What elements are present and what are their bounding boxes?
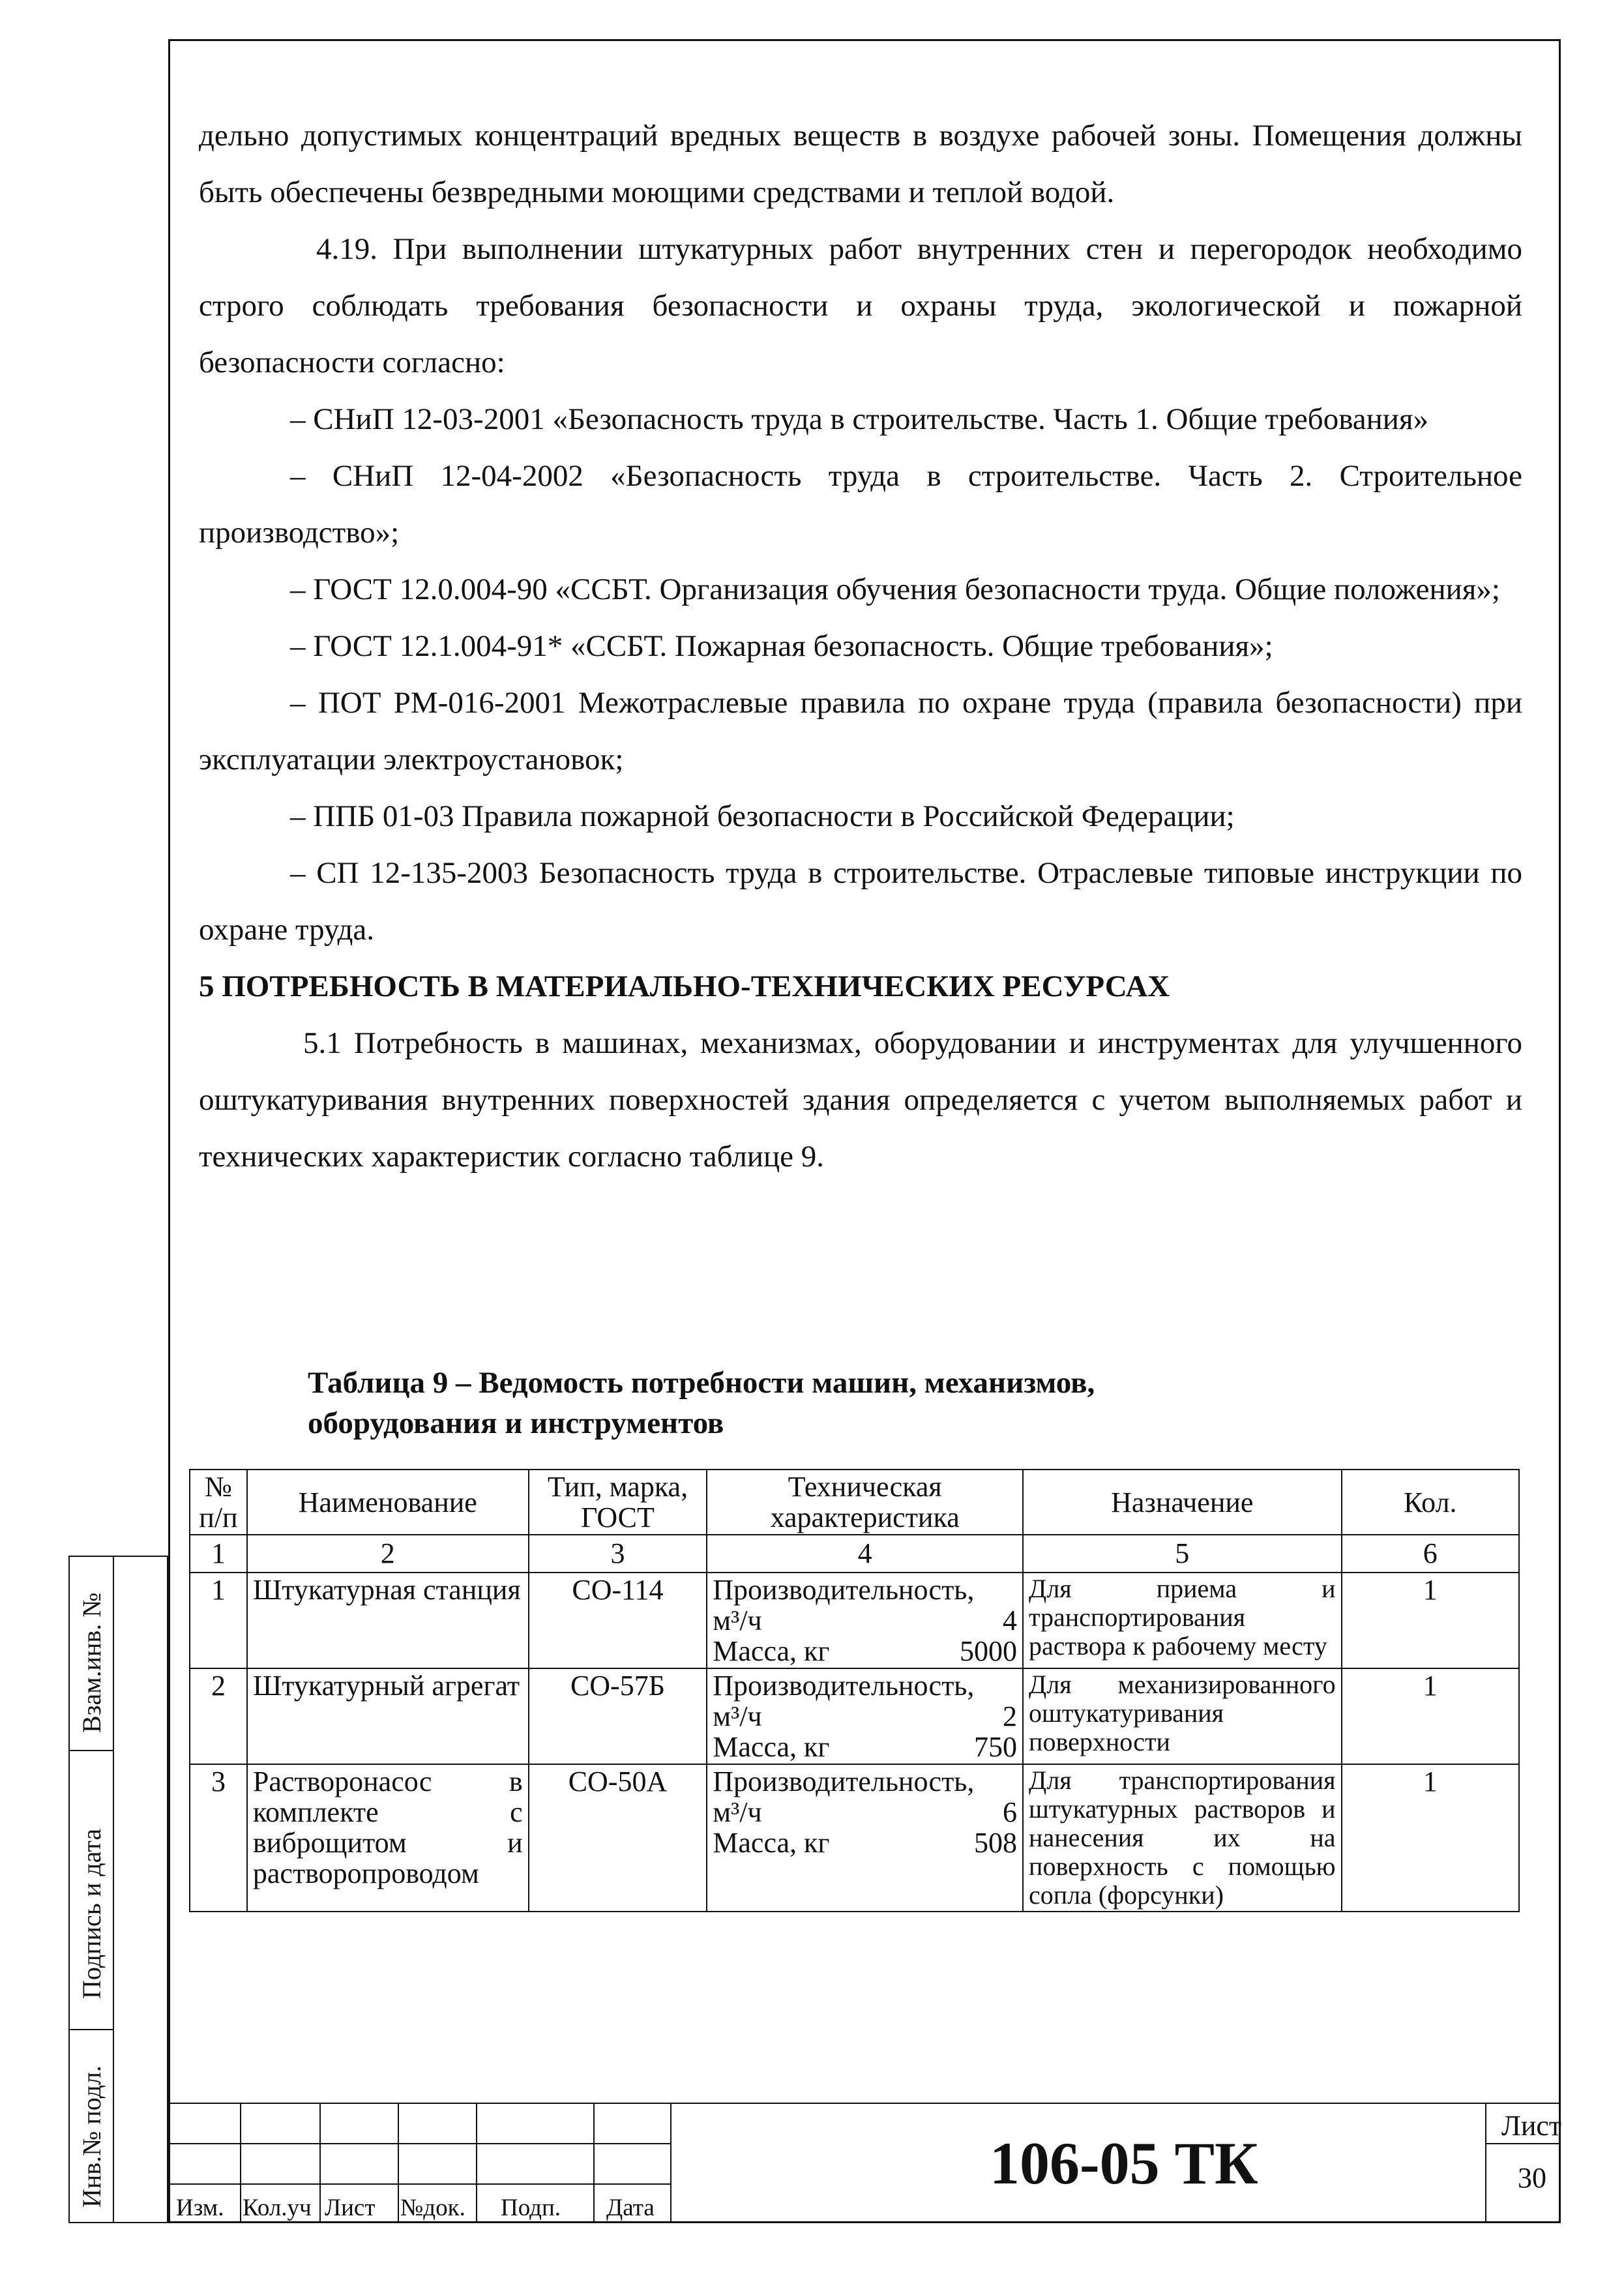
list-item: – СП 12-135-2003 Безопасность труда в строительстве. Отраслевые типовые инструкции по охране труда. — [199, 856, 1522, 947]
spec-cell: Производительность, м³/ч 2 Масса, кг 750 — [707, 1668, 1023, 1764]
label-doc-number: №док. — [400, 2195, 465, 2221]
label-original-inv: Инв.№ подл. — [77, 2065, 106, 2208]
sheet-label: Лист — [1501, 2110, 1562, 2142]
table-row: 2 Штукатурный агрегат СО-57Б Производительность, м³/ч 2 Масса, кг 750 Для механизированного оштукатуривания поверхности 1 — [190, 1668, 1519, 1764]
label-signature: Подп. — [501, 2195, 561, 2221]
section-heading: 5 ПОТРЕБНОСТЬ В МАТЕРИАЛЬНО-ТЕХНИЧЕСКИХ РЕСУРСАХ — [199, 969, 1170, 1003]
list-item: – ППБ 01-03 Правила пожарной безопасности в Российской Федерации; — [290, 799, 1235, 833]
sheet-number: 30 — [1518, 2162, 1546, 2194]
paragraph-5-1: 5.1 Потребность в машинах, механизмах, оборудовании и инструментах для улучшенного оштукатуривания внутренних поверхностей здания определяется с учетом выполняемых работ и технических характеристик согласно таблице 9. — [199, 1026, 1522, 1174]
header-num: № п/п — [190, 1470, 247, 1535]
document-code: 106-05 ТК — [990, 2130, 1258, 2196]
body-text — [199, 108, 1522, 1185]
table-caption: Таблица 9 – Ведомость потребности машин, механизмов, оборудования и инструментов — [308, 1366, 1095, 1440]
header-type: Тип, марка, ГОСТ — [529, 1470, 707, 1535]
label-count: Кол.уч — [243, 2195, 312, 2221]
spec-cell: Производительность, м³/ч 4 Масса, кг 5000 — [707, 1573, 1023, 1668]
column-number-row: 1 2 3 4 5 6 — [190, 1535, 1519, 1573]
header-name: Наименование — [247, 1470, 529, 1535]
list-item: – СНиП 12-03-2001 «Безопасность труда в строительстве. Часть 1. Общие требования» — [290, 402, 1429, 436]
list-item: – ГОСТ 12.0.004-90 «ССБТ. Организация обучения безопасности труда. Общие положения»; — [290, 572, 1500, 606]
table-header-row — [190, 1470, 1519, 1535]
table-row: 1 Штукатурная станция СО-114 Производительность, м³/ч 4 Масса, кг 5000 Для приема и транспортирования раствора к рабочему месту 1 — [190, 1573, 1519, 1668]
list-item: – СНиП 12-04-2002 «Безопасность труда в строительстве. Часть 2. Строительное производство»; — [199, 459, 1522, 550]
list-item: – ГОСТ 12.1.004-91* «ССБТ. Пожарная безопасность. Общие требования»; — [290, 629, 1273, 663]
header-qty: Кол. — [1342, 1470, 1519, 1535]
label-sheet: Лист — [325, 2195, 376, 2221]
table-row: 3 Растворонасос в комплекте с виброщитом и растворопроводом СО-50А Производительность, м³/ч 6 Масса, кг 508 Для транспортирования штукатурных растворов и нанесения их на поверхность с помощью сопла (форсунки) 1 — [190, 1764, 1519, 1912]
title-block — [168, 2103, 1561, 2223]
label-date: Дата — [606, 2195, 655, 2221]
spec-cell: Производительность, м³/ч 6 Масса, кг 508 — [707, 1764, 1023, 1912]
header-spec: Техническая характеристика — [707, 1470, 1023, 1535]
resources-table — [189, 1469, 1520, 1912]
label-replacement-inv: Взам.инв. № — [77, 1592, 106, 1733]
header-purpose: Назначение — [1023, 1470, 1342, 1535]
paragraph-continuation: дельно допустимых концентраций вредных веществ в воздухе рабочей зоны. Помещения должны быть обеспечены безвредными моющими средствами и теплой водой. — [199, 119, 1522, 209]
list-item: – ПОТ РМ-016-2001 Межотраслевые правила по охране труда (правила безопасности) при эксплуатации электроустановок; — [199, 686, 1522, 776]
paragraph-4-19: 4.19. При выполнении штукатурных работ внутренних стен и перегородок необходимо строго соблюдать требования безопасности и охраны труда, экологической и пожарной безопасности согласно: — [199, 232, 1522, 379]
label-change: Изм. — [176, 2195, 224, 2221]
label-signature-date: Подпись и дата — [77, 1828, 106, 1999]
side-stamp — [68, 1556, 168, 2223]
